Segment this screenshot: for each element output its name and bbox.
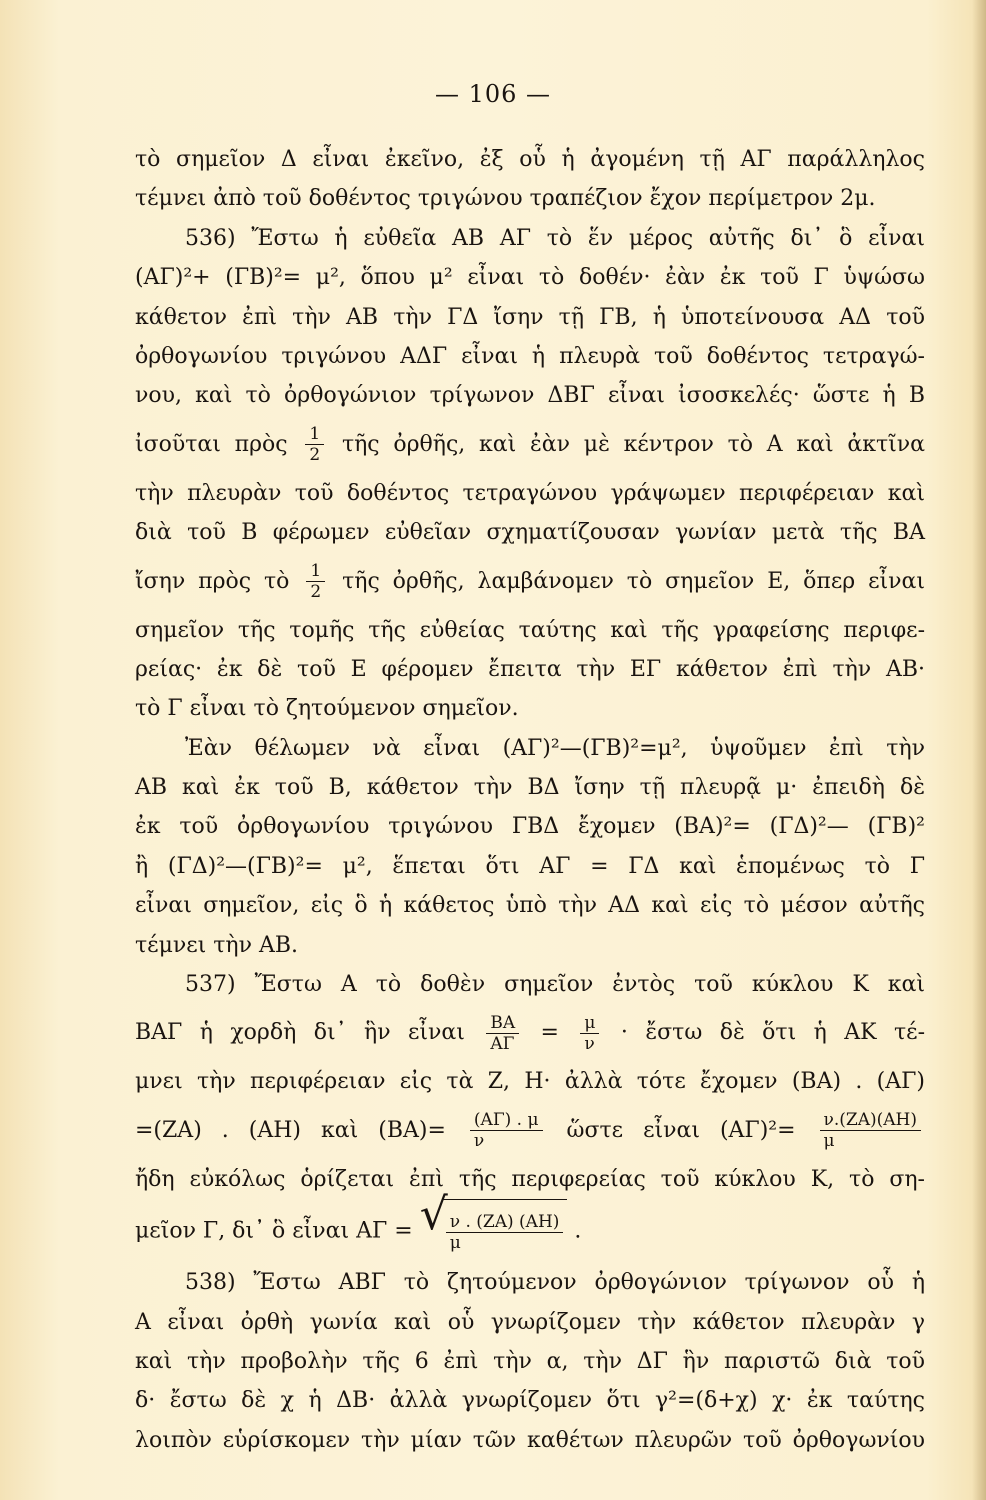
text-line: δ· ἔστω δὲ χ ἡ ΔΒ· ἀλλὰ γνωρίζομεν ὅτι γ²=(δ+χ) χ· ἐκ ταύτης	[135, 1388, 925, 1414]
fraction-numerator: ν.(ΖΑ)(ΑΗ)	[820, 1110, 921, 1131]
text-line: 538) Ἔστω ΑΒΓ τὸ ζητούμενον ὀρθογώνιον τρίγωνον οὗ ἡ	[185, 1270, 925, 1296]
text-segment: · ἔστω δὲ ὅτι ἡ ΑΚ τέ-	[620, 1020, 926, 1046]
text-line-with-root	[135, 1189, 925, 1263]
fraction-mu-over-nu	[580, 1013, 599, 1054]
fraction-under-root	[446, 1212, 564, 1253]
fraction-ba-over-ag	[486, 1013, 519, 1054]
fraction-denominator: 2	[310, 582, 322, 603]
text-segment: ἴσην πρὸς τὸ	[135, 568, 290, 594]
text-line: (ΑΓ)²+ (ΓΒ)²= μ², ὅπου μ² εἶναι τὸ δοθέν· ἐὰν ἐκ τοῦ Γ ὑψώσω	[135, 265, 925, 291]
fraction-denominator: ν	[473, 1131, 485, 1152]
text-line: νου, καὶ τὸ ὀρθογώνιον τρίγωνον ΔΒΓ εἶναι ἰσοσκελές· ὥστε ἡ Β	[135, 383, 925, 409]
text-segment: =	[540, 1020, 559, 1046]
fraction-denominator: ν	[584, 1033, 595, 1054]
text-line: ΑΒ καὶ ἐκ τοῦ Β, κάθετον τὴν ΒΔ ἴσην τῇ πλευρᾷ μ· ἐπειδὴ δὲ	[135, 775, 925, 801]
fraction-numerator: 1	[305, 424, 324, 445]
text-line: ὀρθογωνίου τριγώνου ΑΔΓ εἶναι ἡ πλευρὰ τοῦ δοθέντος τετραγώ-	[135, 343, 925, 369]
text-segment: ὥστε εἶναι (ΑΓ)²=	[566, 1117, 796, 1143]
fraction-denominator: μ	[823, 1131, 835, 1152]
text-line: τὸ Γ εἶναι τὸ ζητούμενον σημεῖον.	[135, 696, 519, 722]
text-segment: =(ΖΑ) . (ΑΗ) καὶ (ΒΑ)=	[135, 1117, 446, 1143]
fraction-numerator: ν . (ΖΑ) (ΑΗ)	[446, 1212, 564, 1233]
text-line-with-fraction	[135, 553, 925, 611]
fraction-denominator: ΑΓ	[490, 1033, 515, 1054]
text-segment: .	[574, 1218, 582, 1244]
radicand	[442, 1199, 568, 1264]
page-edge-shadow	[972, 0, 986, 1500]
fraction-denominator: μ	[449, 1232, 461, 1253]
page-number: — 106 —	[434, 80, 552, 108]
text-line: ἢ (ΓΔ)²—(ΓΒ)²= μ², ἕπεται ὅτι ΑΓ = ΓΔ καὶ ἑπομένως τὸ Γ	[135, 853, 925, 879]
text-line: ρείας· ἐκ δὲ τοῦ Ε φέρομεν ἔπειτα τὴν ΕΓ κάθετον ἐπὶ τὴν ΑΒ·	[135, 656, 925, 682]
text-segment: τῆς ὀρθῆς, καὶ ἐὰν μὲ κέντρον τὸ Α καὶ ἀκτῖνα	[341, 431, 925, 457]
fraction-denominator: 2	[309, 445, 321, 466]
square-root	[419, 1189, 568, 1264]
text-line-with-fraction	[135, 1102, 925, 1160]
text-line: διὰ τοῦ Β φέρωμεν εὐθεῖαν σχηματίζουσαν γωνίαν μετὰ τῆς ΒΑ	[135, 520, 925, 546]
text-segment: τῆς ὀρθῆς, λαμβάνομεν τὸ σημεῖον Ε, ὅπερ εἶναι	[342, 568, 925, 594]
fraction-numerator: (ΑΓ) . μ	[470, 1110, 543, 1131]
text-segment: μεῖον Γ, δι᾽ ὃ εἶναι ΑΓ =	[135, 1218, 413, 1244]
text-line: τέμνει ἀπὸ τοῦ δοθέντος τριγώνου τραπέζιον ἔχον περίμετρον 2μ.	[135, 186, 876, 212]
text-line: τὴν πλευρὰν τοῦ δοθέντος τετραγώνου γράψωμεν περιφέρειαν καὶ	[135, 480, 925, 506]
text-line: Α εἶναι ὀρθὴ γωνία καὶ οὗ γνωρίζομεν τὴν κάθετον πλευρὰν γ	[135, 1309, 925, 1335]
text-line: 536) Ἔστω ἡ εὐθεῖα ΑΒ ΑΓ τὸ ἕν μέρος αὐτῆς δι᾽ ὃ εἶναι	[185, 225, 925, 251]
text-line: ἐκ τοῦ ὀρθογωνίου τριγώνου ΓΒΔ ἔχομεν (ΒΑ)²= (ΓΔ)²— (ΓΒ)²	[135, 814, 925, 840]
text-line: ἤδη εὐκόλως ὁρίζεται ἐπὶ τῆς περιφερείας τοῦ κύκλου Κ, τὸ ση-	[135, 1166, 925, 1192]
page-body	[135, 140, 925, 1460]
text-line: καὶ τὴν προβολὴν τῆς 6 ἐπὶ τὴν α, τὴν ΔΓ ἣν παριστῶ διὰ τοῦ	[135, 1348, 925, 1374]
radical-sign-icon: √	[419, 1189, 448, 1241]
text-line: μνει τὴν περιφέρειαν εἰς τὰ Ζ, Η· ἀλλὰ τότε ἔχομεν (ΒΑ) . (ΑΓ)	[135, 1069, 925, 1095]
fraction-numerator: ΒΑ	[486, 1013, 519, 1034]
fraction-numerator: 1	[306, 561, 325, 582]
text-line: 537) Ἔστω Α τὸ δοθὲν σημεῖον ἐντὸς τοῦ κύκλου Κ καὶ	[185, 972, 925, 998]
text-line: Ἐὰν θέλωμεν νὰ εἶναι (ΑΓ)²—(ΓΒ)²=μ², ὑψοῦμεν ἐπὶ τὴν	[185, 735, 925, 761]
fraction-one-half	[306, 561, 325, 602]
fraction-numerator: μ	[580, 1013, 599, 1034]
fraction-one-half	[305, 424, 324, 465]
text-line-with-fraction	[135, 416, 925, 474]
text-line: τέμνει τὴν ΑΒ.	[135, 932, 299, 958]
text-segment: ἰσοῦται πρὸς	[135, 431, 288, 457]
fraction-ag-mu-over-nu	[470, 1110, 543, 1151]
text-segment: ΒΑΓ ἡ χορδὴ δι᾽ ἣν εἶναι	[135, 1020, 465, 1046]
text-line: λοιπὸν εὑρίσκομεν τὴν μίαν τῶν καθέτων πλευρῶν τοῦ ὀρθογωνίου	[135, 1427, 925, 1453]
text-line: κάθετον ἐπὶ τὴν ΑΒ τὴν ΓΔ ἴσην τῇ ΓΒ, ἡ ὑποτείνουσα ΑΔ τοῦ	[135, 304, 925, 330]
fraction-nu-za-ah-over-mu	[820, 1110, 921, 1151]
text-line: σημεῖον τῆς τομῆς τῆς εὐθείας ταύτης καὶ τῆς γραφείσης περιφε-	[135, 617, 925, 643]
text-line-with-fraction	[135, 1004, 925, 1062]
text-line: τὸ σημεῖον Δ εἶναι ἐκεῖνο, ἐξ οὗ ἡ ἀγομένη τῇ ΑΓ παράλληλος	[135, 147, 925, 172]
text-line: εἶναι σημεῖον, εἰς ὃ ἡ κάθετος ὑπὸ τὴν ΑΔ καὶ εἰς τὸ μέσον αὐτῆς	[135, 893, 925, 919]
